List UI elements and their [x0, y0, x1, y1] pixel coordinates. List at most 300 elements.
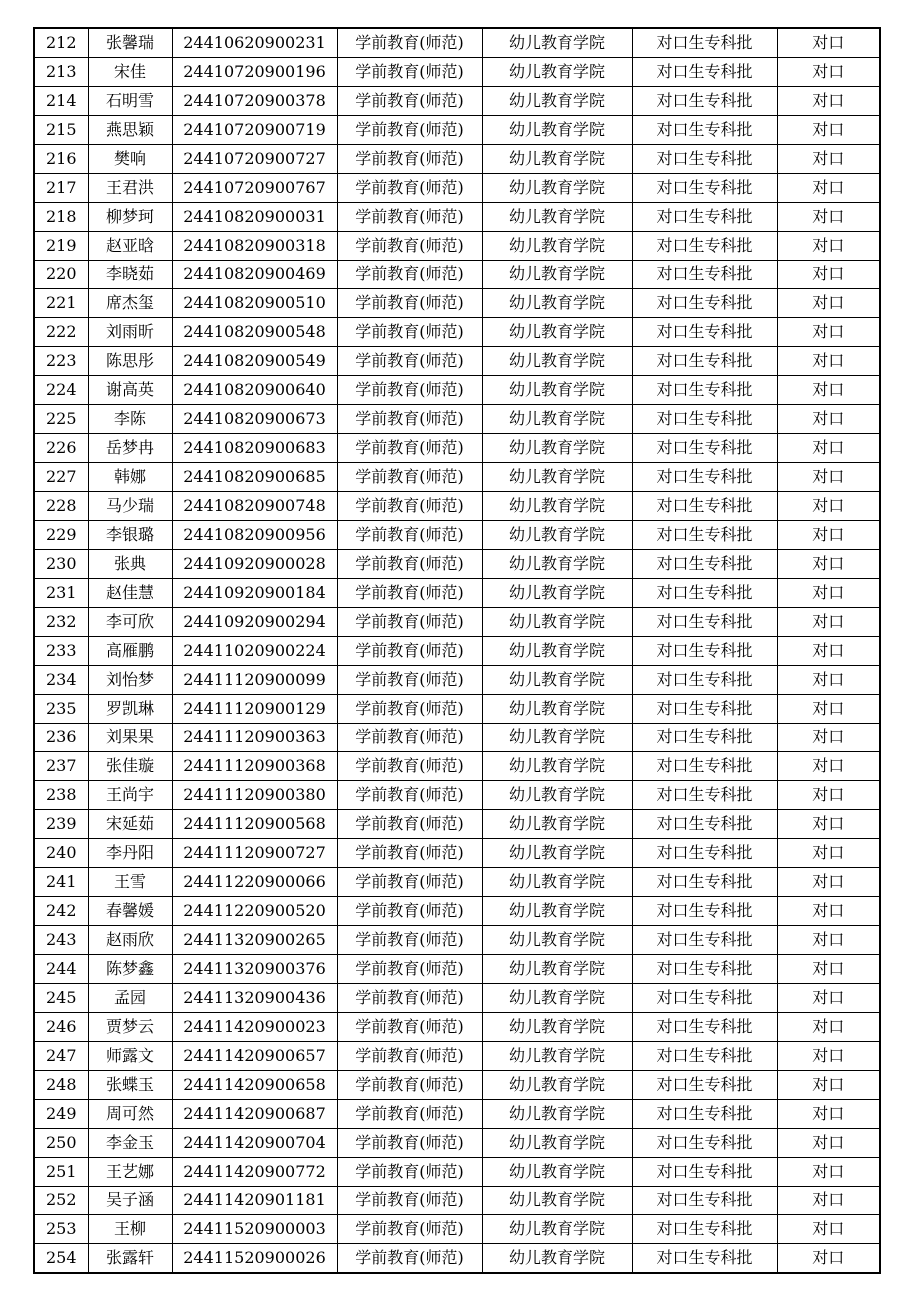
category-cell: 对口 — [777, 86, 880, 115]
student-name-cell: 吴子涵 — [88, 1186, 172, 1215]
row-number-cell: 234 — [34, 665, 88, 694]
batch-cell: 对口生专科批 — [632, 86, 777, 115]
major-cell: 学前教育(师范) — [337, 405, 482, 434]
student-name-cell: 陈梦鑫 — [88, 955, 172, 984]
major-cell: 学前教育(师范) — [337, 318, 482, 347]
exam-id-cell: 24410820900510 — [172, 289, 337, 318]
student-name-cell: 张典 — [88, 549, 172, 578]
major-cell: 学前教育(师范) — [337, 578, 482, 607]
exam-id-cell: 24411120900380 — [172, 781, 337, 810]
exam-id-cell: 24411420900704 — [172, 1128, 337, 1157]
exam-id-cell: 24411020900224 — [172, 636, 337, 665]
table-row — [34, 1128, 880, 1157]
student-name-cell: 张露轩 — [88, 1244, 172, 1273]
student-name-cell: 高雁鹏 — [88, 636, 172, 665]
college-cell: 幼儿教育学院 — [482, 434, 632, 463]
college-cell: 幼儿教育学院 — [482, 578, 632, 607]
table-row — [34, 289, 880, 318]
exam-id-cell: 24410820900318 — [172, 231, 337, 260]
table-row — [34, 1157, 880, 1186]
student-name-cell: 赵雨欣 — [88, 926, 172, 955]
college-cell: 幼儿教育学院 — [482, 1215, 632, 1244]
exam-id-cell: 24411120900727 — [172, 839, 337, 868]
exam-id-cell: 24410720900767 — [172, 173, 337, 202]
college-cell: 幼儿教育学院 — [482, 144, 632, 173]
college-cell: 幼儿教育学院 — [482, 376, 632, 405]
category-cell: 对口 — [777, 173, 880, 202]
row-number-cell: 238 — [34, 781, 88, 810]
row-number-cell: 231 — [34, 578, 88, 607]
category-cell: 对口 — [777, 868, 880, 897]
row-number-cell: 225 — [34, 405, 88, 434]
category-cell: 对口 — [777, 144, 880, 173]
major-cell: 学前教育(师范) — [337, 173, 482, 202]
major-cell: 学前教育(师范) — [337, 376, 482, 405]
major-cell: 学前教育(师范) — [337, 1157, 482, 1186]
major-cell: 学前教育(师范) — [337, 665, 482, 694]
category-cell: 对口 — [777, 492, 880, 521]
batch-cell: 对口生专科批 — [632, 202, 777, 231]
batch-cell: 对口生专科批 — [632, 781, 777, 810]
table-row — [34, 463, 880, 492]
exam-id-cell: 24411120900099 — [172, 665, 337, 694]
table-row — [34, 202, 880, 231]
category-cell: 对口 — [777, 260, 880, 289]
row-number-cell: 235 — [34, 694, 88, 723]
college-cell: 幼儿教育学院 — [482, 231, 632, 260]
college-cell: 幼儿教育学院 — [482, 57, 632, 86]
row-number-cell: 232 — [34, 607, 88, 636]
category-cell: 对口 — [777, 983, 880, 1012]
student-name-cell: 李可欣 — [88, 607, 172, 636]
row-number-cell: 222 — [34, 318, 88, 347]
exam-id-cell: 24410720900719 — [172, 115, 337, 144]
college-cell: 幼儿教育学院 — [482, 926, 632, 955]
category-cell: 对口 — [777, 1070, 880, 1099]
college-cell: 幼儿教育学院 — [482, 115, 632, 144]
table-row — [34, 723, 880, 752]
row-number-cell: 236 — [34, 723, 88, 752]
major-cell: 学前教育(师范) — [337, 752, 482, 781]
student-name-cell: 燕思颖 — [88, 115, 172, 144]
table-row — [34, 578, 880, 607]
college-cell: 幼儿教育学院 — [482, 1099, 632, 1128]
batch-cell: 对口生专科批 — [632, 694, 777, 723]
student-name-cell: 王君洪 — [88, 173, 172, 202]
table-row — [34, 231, 880, 260]
college-cell: 幼儿教育学院 — [482, 694, 632, 723]
category-cell: 对口 — [777, 520, 880, 549]
table-row — [34, 607, 880, 636]
major-cell: 学前教育(师范) — [337, 1070, 482, 1099]
college-cell: 幼儿教育学院 — [482, 463, 632, 492]
row-number-cell: 215 — [34, 115, 88, 144]
row-number-cell: 212 — [34, 28, 88, 57]
exam-id-cell: 24411320900436 — [172, 983, 337, 1012]
category-cell: 对口 — [777, 28, 880, 57]
major-cell: 学前教育(师范) — [337, 1099, 482, 1128]
exam-id-cell: 24411420900658 — [172, 1070, 337, 1099]
major-cell: 学前教育(师范) — [337, 694, 482, 723]
category-cell: 对口 — [777, 955, 880, 984]
batch-cell: 对口生专科批 — [632, 1215, 777, 1244]
college-cell: 幼儿教育学院 — [482, 752, 632, 781]
category-cell: 对口 — [777, 405, 880, 434]
batch-cell: 对口生专科批 — [632, 665, 777, 694]
table-row — [34, 665, 880, 694]
category-cell: 对口 — [777, 897, 880, 926]
major-cell: 学前教育(师范) — [337, 607, 482, 636]
table-row — [34, 173, 880, 202]
major-cell: 学前教育(师范) — [337, 1012, 482, 1041]
table-row — [34, 983, 880, 1012]
major-cell: 学前教育(师范) — [337, 347, 482, 376]
table-row — [34, 376, 880, 405]
table-row — [34, 434, 880, 463]
student-name-cell: 刘雨昕 — [88, 318, 172, 347]
exam-id-cell: 24411220900520 — [172, 897, 337, 926]
category-cell: 对口 — [777, 723, 880, 752]
batch-cell: 对口生专科批 — [632, 723, 777, 752]
student-name-cell: 谢高英 — [88, 376, 172, 405]
row-number-cell: 244 — [34, 955, 88, 984]
college-cell: 幼儿教育学院 — [482, 1070, 632, 1099]
row-number-cell: 246 — [34, 1012, 88, 1041]
row-number-cell: 242 — [34, 897, 88, 926]
major-cell: 学前教育(师范) — [337, 1244, 482, 1273]
batch-cell: 对口生专科批 — [632, 1128, 777, 1157]
row-number-cell: 213 — [34, 57, 88, 86]
exam-id-cell: 24410620900231 — [172, 28, 337, 57]
student-name-cell: 柳梦珂 — [88, 202, 172, 231]
table-row — [34, 1186, 880, 1215]
batch-cell: 对口生专科批 — [632, 607, 777, 636]
batch-cell: 对口生专科批 — [632, 549, 777, 578]
major-cell: 学前教育(师范) — [337, 868, 482, 897]
row-number-cell: 230 — [34, 549, 88, 578]
batch-cell: 对口生专科批 — [632, 983, 777, 1012]
batch-cell: 对口生专科批 — [632, 289, 777, 318]
category-cell: 对口 — [777, 1128, 880, 1157]
exam-id-cell: 24411420900687 — [172, 1099, 337, 1128]
admission-roster-table — [33, 27, 881, 1274]
college-cell: 幼儿教育学院 — [482, 897, 632, 926]
table-row — [34, 636, 880, 665]
batch-cell: 对口生专科批 — [632, 636, 777, 665]
major-cell: 学前教育(师范) — [337, 520, 482, 549]
batch-cell: 对口生专科批 — [632, 1070, 777, 1099]
table-row — [34, 1041, 880, 1070]
category-cell: 对口 — [777, 1244, 880, 1273]
major-cell: 学前教育(师范) — [337, 289, 482, 318]
student-name-cell: 岳梦冉 — [88, 434, 172, 463]
exam-id-cell: 24410720900727 — [172, 144, 337, 173]
exam-id-cell: 24411420901181 — [172, 1186, 337, 1215]
college-cell: 幼儿教育学院 — [482, 1157, 632, 1186]
student-name-cell: 李金玉 — [88, 1128, 172, 1157]
row-number-cell: 249 — [34, 1099, 88, 1128]
row-number-cell: 245 — [34, 983, 88, 1012]
exam-id-cell: 24411220900066 — [172, 868, 337, 897]
batch-cell: 对口生专科批 — [632, 810, 777, 839]
major-cell: 学前教育(师范) — [337, 57, 482, 86]
major-cell: 学前教育(师范) — [337, 955, 482, 984]
category-cell: 对口 — [777, 347, 880, 376]
major-cell: 学前教育(师范) — [337, 636, 482, 665]
category-cell: 对口 — [777, 231, 880, 260]
category-cell: 对口 — [777, 1041, 880, 1070]
major-cell: 学前教育(师范) — [337, 723, 482, 752]
category-cell: 对口 — [777, 434, 880, 463]
major-cell: 学前教育(师范) — [337, 781, 482, 810]
exam-id-cell: 24411320900376 — [172, 955, 337, 984]
student-name-cell: 赵佳慧 — [88, 578, 172, 607]
college-cell: 幼儿教育学院 — [482, 1012, 632, 1041]
table-row — [34, 520, 880, 549]
row-number-cell: 220 — [34, 260, 88, 289]
category-cell: 对口 — [777, 318, 880, 347]
row-number-cell: 218 — [34, 202, 88, 231]
exam-id-cell: 24411120900129 — [172, 694, 337, 723]
college-cell: 幼儿教育学院 — [482, 781, 632, 810]
row-number-cell: 221 — [34, 289, 88, 318]
row-number-cell: 214 — [34, 86, 88, 115]
college-cell: 幼儿教育学院 — [482, 1128, 632, 1157]
major-cell: 学前教育(师范) — [337, 1128, 482, 1157]
table-row — [34, 897, 880, 926]
college-cell: 幼儿教育学院 — [482, 318, 632, 347]
exam-id-cell: 24411420900023 — [172, 1012, 337, 1041]
row-number-cell: 243 — [34, 926, 88, 955]
batch-cell: 对口生专科批 — [632, 492, 777, 521]
batch-cell: 对口生专科批 — [632, 260, 777, 289]
major-cell: 学前教育(师范) — [337, 144, 482, 173]
exam-id-cell: 24410820900548 — [172, 318, 337, 347]
student-name-cell: 孟园 — [88, 983, 172, 1012]
exam-id-cell: 24410920900184 — [172, 578, 337, 607]
category-cell: 对口 — [777, 1012, 880, 1041]
student-name-cell: 师露文 — [88, 1041, 172, 1070]
exam-id-cell: 24410820900685 — [172, 463, 337, 492]
category-cell: 对口 — [777, 376, 880, 405]
row-number-cell: 250 — [34, 1128, 88, 1157]
exam-id-cell: 24410720900196 — [172, 57, 337, 86]
major-cell: 学前教育(师范) — [337, 28, 482, 57]
table-row — [34, 868, 880, 897]
row-number-cell: 224 — [34, 376, 88, 405]
college-cell: 幼儿教育学院 — [482, 289, 632, 318]
college-cell: 幼儿教育学院 — [482, 492, 632, 521]
student-name-cell: 李银璐 — [88, 520, 172, 549]
table-row — [34, 694, 880, 723]
student-name-cell: 刘果果 — [88, 723, 172, 752]
major-cell: 学前教育(师范) — [337, 983, 482, 1012]
college-cell: 幼儿教育学院 — [482, 955, 632, 984]
student-name-cell: 张佳璇 — [88, 752, 172, 781]
category-cell: 对口 — [777, 578, 880, 607]
table-row — [34, 1099, 880, 1128]
student-name-cell: 罗凯琳 — [88, 694, 172, 723]
row-number-cell: 247 — [34, 1041, 88, 1070]
major-cell: 学前教育(师范) — [337, 810, 482, 839]
college-cell: 幼儿教育学院 — [482, 549, 632, 578]
batch-cell: 对口生专科批 — [632, 144, 777, 173]
student-name-cell: 宋延茹 — [88, 810, 172, 839]
student-name-cell: 李陈 — [88, 405, 172, 434]
major-cell: 学前教育(师范) — [337, 897, 482, 926]
exam-id-cell: 24411420900772 — [172, 1157, 337, 1186]
category-cell: 对口 — [777, 781, 880, 810]
college-cell: 幼儿教育学院 — [482, 636, 632, 665]
table-row — [34, 955, 880, 984]
batch-cell: 对口生专科批 — [632, 868, 777, 897]
category-cell: 对口 — [777, 752, 880, 781]
college-cell: 幼儿教育学院 — [482, 868, 632, 897]
row-number-cell: 251 — [34, 1157, 88, 1186]
student-name-cell: 王艺娜 — [88, 1157, 172, 1186]
exam-id-cell: 24410820900469 — [172, 260, 337, 289]
category-cell: 对口 — [777, 57, 880, 86]
category-cell: 对口 — [777, 1157, 880, 1186]
table-row — [34, 752, 880, 781]
college-cell: 幼儿教育学院 — [482, 1244, 632, 1273]
college-cell: 幼儿教育学院 — [482, 1041, 632, 1070]
exam-id-cell: 24410820900683 — [172, 434, 337, 463]
college-cell: 幼儿教育学院 — [482, 28, 632, 57]
batch-cell: 对口生专科批 — [632, 1244, 777, 1273]
student-name-cell: 刘怡梦 — [88, 665, 172, 694]
roster-body — [34, 28, 880, 1273]
table-row — [34, 28, 880, 57]
category-cell: 对口 — [777, 926, 880, 955]
row-number-cell: 248 — [34, 1070, 88, 1099]
college-cell: 幼儿教育学院 — [482, 665, 632, 694]
table-row — [34, 347, 880, 376]
exam-id-cell: 24411520900003 — [172, 1215, 337, 1244]
student-name-cell: 张蝶玉 — [88, 1070, 172, 1099]
exam-id-cell: 24411120900568 — [172, 810, 337, 839]
table-row — [34, 810, 880, 839]
student-name-cell: 樊响 — [88, 144, 172, 173]
category-cell: 对口 — [777, 289, 880, 318]
category-cell: 对口 — [777, 115, 880, 144]
table-row — [34, 1012, 880, 1041]
college-cell: 幼儿教育学院 — [482, 405, 632, 434]
batch-cell: 对口生专科批 — [632, 173, 777, 202]
row-number-cell: 237 — [34, 752, 88, 781]
batch-cell: 对口生专科批 — [632, 1099, 777, 1128]
row-number-cell: 223 — [34, 347, 88, 376]
batch-cell: 对口生专科批 — [632, 463, 777, 492]
batch-cell: 对口生专科批 — [632, 1012, 777, 1041]
student-name-cell: 赵亚晗 — [88, 231, 172, 260]
college-cell: 幼儿教育学院 — [482, 202, 632, 231]
row-number-cell: 240 — [34, 839, 88, 868]
college-cell: 幼儿教育学院 — [482, 839, 632, 868]
exam-id-cell: 24411520900026 — [172, 1244, 337, 1273]
category-cell: 对口 — [777, 839, 880, 868]
category-cell: 对口 — [777, 665, 880, 694]
student-name-cell: 马少瑞 — [88, 492, 172, 521]
major-cell: 学前教育(师范) — [337, 1186, 482, 1215]
table-row — [34, 115, 880, 144]
major-cell: 学前教育(师范) — [337, 839, 482, 868]
major-cell: 学前教育(师范) — [337, 231, 482, 260]
exam-id-cell: 24410820900549 — [172, 347, 337, 376]
college-cell: 幼儿教育学院 — [482, 723, 632, 752]
student-name-cell: 王雪 — [88, 868, 172, 897]
batch-cell: 对口生专科批 — [632, 115, 777, 144]
student-name-cell: 陈思彤 — [88, 347, 172, 376]
exam-id-cell: 24410820900640 — [172, 376, 337, 405]
exam-id-cell: 24410820900673 — [172, 405, 337, 434]
exam-id-cell: 24410820900748 — [172, 492, 337, 521]
table-row — [34, 1070, 880, 1099]
category-cell: 对口 — [777, 202, 880, 231]
table-row — [34, 57, 880, 86]
category-cell: 对口 — [777, 1099, 880, 1128]
category-cell: 对口 — [777, 694, 880, 723]
batch-cell: 对口生专科批 — [632, 839, 777, 868]
row-number-cell: 228 — [34, 492, 88, 521]
row-number-cell: 219 — [34, 231, 88, 260]
college-cell: 幼儿教育学院 — [482, 1186, 632, 1215]
batch-cell: 对口生专科批 — [632, 578, 777, 607]
table-row — [34, 1244, 880, 1273]
college-cell: 幼儿教育学院 — [482, 607, 632, 636]
major-cell: 学前教育(师范) — [337, 260, 482, 289]
college-cell: 幼儿教育学院 — [482, 810, 632, 839]
batch-cell: 对口生专科批 — [632, 57, 777, 86]
exam-id-cell: 24410820900031 — [172, 202, 337, 231]
student-name-cell: 张馨瑞 — [88, 28, 172, 57]
category-cell: 对口 — [777, 636, 880, 665]
batch-cell: 对口生专科批 — [632, 28, 777, 57]
row-number-cell: 252 — [34, 1186, 88, 1215]
student-name-cell: 李晓茹 — [88, 260, 172, 289]
batch-cell: 对口生专科批 — [632, 1186, 777, 1215]
table-row — [34, 1215, 880, 1244]
student-name-cell: 王尚宇 — [88, 781, 172, 810]
student-name-cell: 李丹阳 — [88, 839, 172, 868]
batch-cell: 对口生专科批 — [632, 752, 777, 781]
major-cell: 学前教育(师范) — [337, 202, 482, 231]
batch-cell: 对口生专科批 — [632, 520, 777, 549]
row-number-cell: 233 — [34, 636, 88, 665]
batch-cell: 对口生专科批 — [632, 376, 777, 405]
row-number-cell: 241 — [34, 868, 88, 897]
category-cell: 对口 — [777, 1215, 880, 1244]
category-cell: 对口 — [777, 607, 880, 636]
category-cell: 对口 — [777, 549, 880, 578]
major-cell: 学前教育(师范) — [337, 86, 482, 115]
batch-cell: 对口生专科批 — [632, 231, 777, 260]
row-number-cell: 217 — [34, 173, 88, 202]
table-row — [34, 781, 880, 810]
college-cell: 幼儿教育学院 — [482, 260, 632, 289]
category-cell: 对口 — [777, 463, 880, 492]
row-number-cell: 253 — [34, 1215, 88, 1244]
batch-cell: 对口生专科批 — [632, 926, 777, 955]
exam-id-cell: 24410920900294 — [172, 607, 337, 636]
row-number-cell: 229 — [34, 520, 88, 549]
student-name-cell: 韩娜 — [88, 463, 172, 492]
table-row — [34, 405, 880, 434]
table-row — [34, 839, 880, 868]
row-number-cell: 216 — [34, 144, 88, 173]
major-cell: 学前教育(师范) — [337, 115, 482, 144]
category-cell: 对口 — [777, 810, 880, 839]
